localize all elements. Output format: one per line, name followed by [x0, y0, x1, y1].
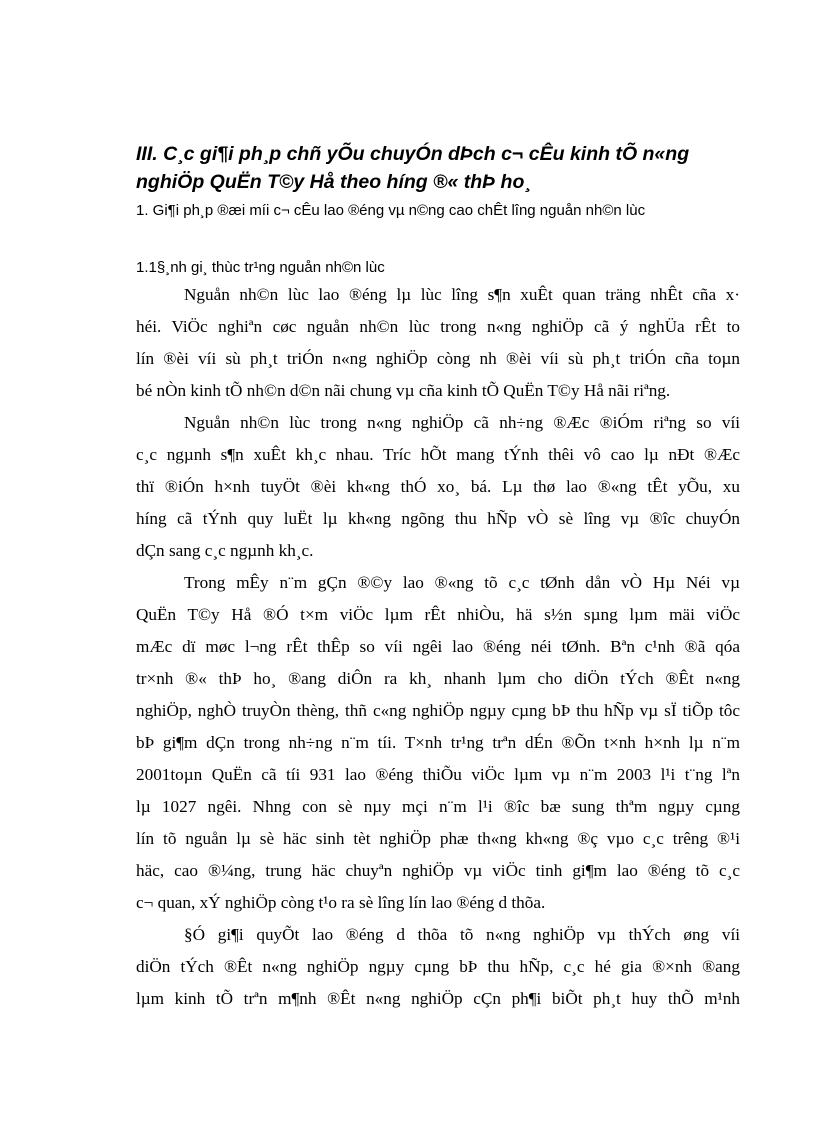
paragraph-line: Nguån nh©n lùc lao ®éng lµ lùc lîng s¶n xuÊt quan träng nhÊt cña x· — [184, 285, 740, 304]
paragraph-line: lµm kinh tÕ trªn m¶nh ®Êt n«ng nghiÖp cÇn ph¶i biÕt ph¸t huy thÕ m¹nh — [136, 989, 740, 1008]
paragraph-line: c¸c ngµnh s¶n xuÊt kh¸c nhau. Tríc hÕt mang tÝnh thêi vô cao lµ nÐt ®Æc — [136, 445, 740, 464]
paragraph-line: 2001toµn QuËn cã tíi 931 lao ®éng thiÕu viÖc lµm vµ n¨m 2003 l¹i t¨ng lªn — [136, 765, 740, 784]
paragraph-line: lín tõ nguån lµ sè häc sinh tèt nghiÖp phæ th«ng kh«ng ®ç vµo c¸c trêng ®¹i — [136, 829, 740, 848]
paragraph-line: tr×nh ®« thÞ ho¸ ®ang diÔn ra kh¸ nhanh lµm cho diÖn tÝch ®Êt n«ng — [136, 669, 740, 688]
paragraph-line: bÞ gi¶m dÇn trong nh÷ng n¨m tíi. T×nh tr¹ng trªn dÉn ®Õn t×nh h×nh lµ n¨m — [136, 733, 740, 752]
paragraph-line: häc, cao ®¼ng, trung häc chuyªn nghiÖp vµ viÖc tinh gi¶m lao ®éng tõ c¸c — [136, 861, 740, 880]
paragraph-line: diÖn tÝch ®Êt n«ng nghiÖp ngµy cµng bÞ thu hÑp, c¸c hé gia ®×nh ®ang — [136, 957, 740, 976]
subsection-heading: 1. Gi¶i ph¸p ®æi míi c¬ cÊu lao ®éng vµ n©ng cao chÊt lîng nguån nh©n lùc — [136, 202, 646, 219]
paragraph-line: c¬ quan, xÝ nghiÖp còng t¹o ra sè lîng lín lao ®éng d thõa. — [136, 893, 546, 912]
section-heading: III. C¸c gi¶i ph¸p chñ yÕu chuyÓn dÞch c¬ cÊu kinh tÕ n«ng nghiÖp QuËn T©y Hå theo híng ®« thÞ ho¸ — [136, 143, 690, 193]
paragraph-line: Nguån nh©n lùc trong n«ng nghiÖp cã nh÷ng ®Æc ®iÓm riªng so víi — [184, 413, 740, 432]
paragraph-line: lµ 1027 ngêi. Nhng con sè nµy mçi n¨m l¹i ®îc bæ sung thªm ngµy cµng — [136, 797, 740, 816]
paragraph-line: Trong mÊy n¨m gÇn ®©y lao ®«ng tõ c¸c tØnh dån vÒ Hµ Néi vµ — [184, 573, 740, 592]
paragraph-line: lín ®èi víi sù ph¸t triÓn n«ng nghiÖp còng nh ®èi víi sù ph¸t triÓn cña toµn — [136, 349, 740, 368]
paragraph-line: §Ó gi¶i quyÕt lao ®éng d thõa tõ n«ng nghiÖp vµ thÝch øng víi — [184, 925, 740, 944]
body-text — [136, 279, 740, 1015]
paragraph-line: híng cã tÝnh quy luËt lµ kh«ng ngõng thu hÑp vÒ sè lîng vµ ®îc chuyÓn — [136, 509, 740, 528]
paragraph-line: QuËn T©y Hå ®Ó t×m viÖc lµm rÊt nhiÒu, hä s½n sµng lµm mäi viÖc — [136, 605, 740, 624]
subsubsection-heading: 1.1§¸nh gi¸ thùc tr¹ng nguån nh©n lùc — [136, 259, 385, 276]
paragraph-line: dÇn sang c¸c ngµnh kh¸c. — [136, 541, 314, 560]
paragraph-line: héi. ViÖc nghiªn cøc nguån nh©n lùc trong n«ng nghiÖp cã ý nghÜa rÊt to — [136, 317, 740, 336]
paragraph-line: thï ®iÓn h×nh tuyÖt ®èi kh«ng thÓ xo¸ bá. Lµ thø lao ®«ng tÊt yÕu, xu — [136, 477, 740, 496]
paragraph-line: nghiÖp, nghÒ truyÒn thèng, thñ c«ng nghiÖp ngµy cµng bÞ thu hÑp vµ sÏ tiÕp tôc — [136, 701, 740, 720]
paragraph-line: bé nÒn kinh tÕ nh©n d©n nãi chung vµ cña kinh tÕ QuËn T©y Hå nãi riªng. — [136, 381, 671, 400]
paragraph-line: mÆc dï møc l¬ng rÊt thÊp so víi ngêi lao ®éng néi tØnh. Bªn c¹nh ®ã qóa — [136, 637, 740, 656]
